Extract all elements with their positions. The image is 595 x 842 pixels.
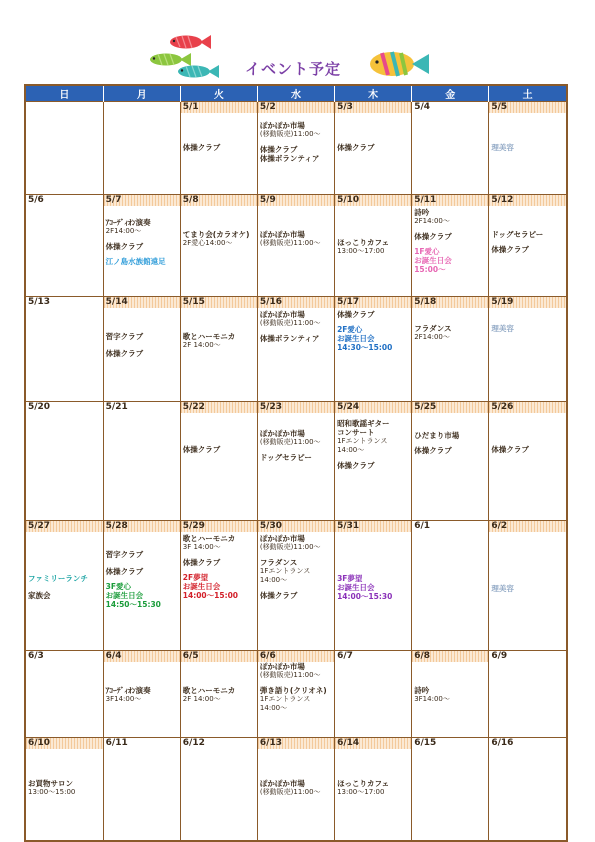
day-cell xyxy=(103,651,180,738)
event-line: 習字クラブ xyxy=(105,332,144,341)
event-line: ぽかぽか市場 xyxy=(259,662,305,671)
day-number: 6/4 xyxy=(104,651,180,662)
event-line: (移動販売)11:00～ xyxy=(259,239,321,247)
event-line: 2F 14:00～ xyxy=(182,341,221,349)
event-line: 13:00～15:00 xyxy=(28,788,76,796)
event-line: 詩吟 xyxy=(414,208,430,217)
day-cell xyxy=(335,102,412,195)
day-cell xyxy=(412,195,489,297)
red-fish-icon xyxy=(168,34,212,50)
event-line: 昭和歌謡ギター xyxy=(337,419,390,428)
event-line: 体操クラブ xyxy=(105,242,144,251)
day-number: 5/29 xyxy=(181,521,257,532)
day-cell xyxy=(257,297,334,402)
day-number: 5/28 xyxy=(104,521,180,532)
event-line: 体操クラブ xyxy=(491,445,529,454)
weekday-5: 金 xyxy=(412,86,489,102)
day-number: 5/16 xyxy=(258,297,334,308)
day-number: 6/2 xyxy=(489,521,566,532)
day-cell xyxy=(26,102,103,195)
day-number: 6/16 xyxy=(491,738,514,748)
event-line: 体操クラブ xyxy=(182,445,221,454)
day-cell xyxy=(103,297,180,402)
day-cell xyxy=(335,195,412,297)
weekday-6: 土 xyxy=(489,86,566,102)
day-number: 6/3 xyxy=(28,651,44,661)
day-number: 5/24 xyxy=(335,402,411,413)
day-number: 5/7 xyxy=(104,195,180,206)
event-line: 理美容 xyxy=(491,324,514,333)
event-line: フラダンス xyxy=(414,324,452,333)
day-cell xyxy=(335,651,412,738)
week-row xyxy=(26,297,566,402)
day-number: 5/17 xyxy=(335,297,411,308)
event-line: 体操クラブ xyxy=(182,143,221,152)
day-cell xyxy=(26,402,103,521)
day-cell xyxy=(489,297,566,402)
day-cell xyxy=(26,297,103,402)
event-line: 体操クラブ xyxy=(414,446,452,455)
event-line: 歌とハーモニカ xyxy=(182,686,236,695)
event-line: 体操クラブ xyxy=(259,145,298,154)
day-cell xyxy=(103,521,180,651)
event-line: ドッグセラピー xyxy=(259,453,312,462)
event-line: 弾き語り(クリオネ) xyxy=(259,686,327,695)
weekday-1: 月 xyxy=(103,86,180,102)
event-line: 体操クラブ xyxy=(337,143,375,152)
weekday-2: 火 xyxy=(180,86,257,102)
event-line: 1Fエントランス xyxy=(259,567,311,575)
day-cell xyxy=(489,651,566,738)
day-number: 6/14 xyxy=(335,738,411,749)
day-cell xyxy=(489,521,566,651)
day-number: 5/3 xyxy=(335,102,411,113)
day-number: 6/8 xyxy=(412,651,488,662)
week-row xyxy=(26,402,566,521)
day-cell xyxy=(335,402,412,521)
weekday-header xyxy=(26,86,566,102)
day-cell xyxy=(257,102,334,195)
event-line: (移動販売)11:00～ xyxy=(259,438,321,446)
day-number: 6/10 xyxy=(26,738,103,749)
event-line: ぽかぽか市場 xyxy=(259,534,305,543)
weekday-0: 日 xyxy=(26,86,103,102)
event-line: フラダンス xyxy=(259,558,298,567)
day-number: 5/31 xyxy=(335,521,411,532)
day-cell xyxy=(257,521,334,651)
event-line: 歌とハーモニカ xyxy=(182,332,236,341)
day-number: 5/4 xyxy=(414,102,431,112)
event-line: 理美容 xyxy=(491,584,514,593)
event-line: 2F夢望 xyxy=(182,573,209,582)
striped-fish-icon xyxy=(368,51,430,77)
week-row xyxy=(26,738,566,841)
event-line: 1Fエントランス xyxy=(337,437,388,445)
event-line: ぽかぽか市場 xyxy=(259,121,305,130)
day-cell xyxy=(26,195,103,297)
day-cell xyxy=(335,738,412,841)
day-number: 5/1 xyxy=(181,102,257,113)
day-number: 6/1 xyxy=(414,521,431,531)
event-line: 3F愛心 xyxy=(105,582,131,591)
day-number: 5/5 xyxy=(489,102,566,113)
day-cell xyxy=(335,297,412,402)
day-number: 6/9 xyxy=(491,651,508,661)
event-line: 体操クラブ xyxy=(337,310,375,319)
event-line: 体操クラブ xyxy=(105,349,144,358)
day-cell xyxy=(26,738,103,841)
day-cell xyxy=(180,651,257,738)
day-cell xyxy=(26,651,103,738)
event-line: 体操クラブ xyxy=(259,591,298,600)
event-line: 体操クラブ xyxy=(105,567,144,576)
weekday-3: 水 xyxy=(257,86,334,102)
day-cell xyxy=(489,102,566,195)
event-line: ほっこりカフェ xyxy=(337,779,390,788)
day-number: 5/21 xyxy=(105,402,128,412)
event-line: 1F愛心 xyxy=(414,247,440,256)
event-line: てまり会(カラオケ) xyxy=(182,230,250,239)
event-line: 13:00～17:00 xyxy=(337,788,385,796)
weekday-4: 木 xyxy=(335,86,412,102)
event-line: お誕生日会 xyxy=(337,583,375,592)
day-number: 5/13 xyxy=(28,297,51,307)
day-number: 6/12 xyxy=(182,738,205,748)
day-cell xyxy=(489,738,566,841)
event-line: ほっこりカフェ xyxy=(337,238,390,247)
event-line: ぽかぽか市場 xyxy=(259,429,305,438)
day-cell xyxy=(180,102,257,195)
event-line: 13:00～17:00 xyxy=(337,247,385,255)
day-number: 6/6 xyxy=(258,651,334,662)
day-number: 5/10 xyxy=(335,195,411,206)
event-line: 14:00～15:30 xyxy=(337,592,393,601)
day-number: 5/22 xyxy=(181,402,257,413)
event-line: 体操クラブ xyxy=(337,461,375,470)
week-row xyxy=(26,195,566,297)
event-line: 江ノ島水族館遠足 xyxy=(105,257,166,266)
event-line: 14:30～15:00 xyxy=(337,343,393,352)
event-line: (移動販売)11:00～ xyxy=(259,671,321,679)
event-line: お誕生日会 xyxy=(182,582,221,591)
day-cell xyxy=(103,195,180,297)
event-line: ひだまり市場 xyxy=(414,431,460,440)
event-calendar xyxy=(24,84,568,842)
day-number: 5/26 xyxy=(489,402,566,413)
day-cell xyxy=(180,297,257,402)
day-cell xyxy=(103,102,180,195)
day-number xyxy=(26,102,103,113)
day-cell xyxy=(257,195,334,297)
event-line: 理美容 xyxy=(491,143,514,152)
day-cell xyxy=(180,738,257,841)
event-line: (移動販売)11:00～ xyxy=(259,788,321,796)
event-line: 体操クラブ xyxy=(414,232,452,241)
day-number: 5/19 xyxy=(489,297,566,308)
event-line: ぽかぽか市場 xyxy=(259,310,305,319)
event-line: お誕生日会 xyxy=(105,591,144,600)
day-number: 6/13 xyxy=(258,738,334,749)
day-cell xyxy=(489,402,566,521)
event-line: 2F14:00～ xyxy=(414,333,450,341)
day-cell xyxy=(412,651,489,738)
day-number: 5/15 xyxy=(181,297,257,308)
week-row xyxy=(26,102,566,195)
day-cell xyxy=(180,521,257,651)
event-line: 習字クラブ xyxy=(105,550,144,559)
day-cell xyxy=(412,402,489,521)
day-cell xyxy=(257,402,334,521)
day-cell xyxy=(257,651,334,738)
event-line: 詩吟 xyxy=(414,686,430,695)
event-line: お誕生日会 xyxy=(414,256,452,265)
event-line: 2F 14:00～ xyxy=(182,695,221,703)
day-cell xyxy=(180,195,257,297)
day-number: 5/25 xyxy=(412,402,488,413)
event-line: 3F14:00～ xyxy=(105,695,142,703)
event-line: 14:50～15:30 xyxy=(105,600,161,609)
event-line: 3F14:00～ xyxy=(414,695,450,703)
event-line: (移動販売)11:00～ xyxy=(259,543,321,551)
event-line: 1Fエントランス xyxy=(259,695,311,703)
event-line: 3F 14:00～ xyxy=(182,543,221,551)
event-line: 歌とハーモニカ xyxy=(182,534,236,543)
day-cell xyxy=(257,738,334,841)
event-line: ファミリーランチ xyxy=(28,574,88,583)
day-number: 5/30 xyxy=(258,521,334,532)
day-number: 6/5 xyxy=(181,651,257,662)
event-line: 2F愛心14:00～ xyxy=(182,239,233,247)
day-number: 5/20 xyxy=(28,402,51,412)
event-line: 14:00～15:00 xyxy=(182,591,239,600)
day-number: 6/7 xyxy=(337,651,353,661)
event-line: 15:00～ xyxy=(414,265,446,274)
day-number: 6/11 xyxy=(105,738,128,748)
event-line: 3F夢望 xyxy=(337,574,363,583)
week-row xyxy=(26,521,566,651)
day-cell xyxy=(412,297,489,402)
event-line: ぽかぽか市場 xyxy=(259,779,305,788)
day-number: 5/18 xyxy=(412,297,488,308)
day-number: 5/6 xyxy=(28,195,44,205)
day-cell xyxy=(412,102,489,195)
day-cell xyxy=(26,521,103,651)
day-cell xyxy=(103,402,180,521)
week-row xyxy=(26,651,566,738)
day-cell xyxy=(412,738,489,841)
day-number: 5/23 xyxy=(258,402,334,413)
event-line: 2F14:00～ xyxy=(414,217,450,225)
event-line: 体操クラブ xyxy=(491,245,529,254)
day-number: 5/11 xyxy=(412,195,488,206)
day-cell xyxy=(412,521,489,651)
day-number: 5/27 xyxy=(26,521,103,532)
day-number: 5/8 xyxy=(181,195,257,206)
day-number: 5/12 xyxy=(489,195,566,206)
event-line: 14:00～ xyxy=(259,704,288,712)
teal-fish-icon xyxy=(176,64,220,79)
day-number: 5/9 xyxy=(258,195,334,206)
event-line: 家族会 xyxy=(28,591,51,600)
event-line: 2F愛心 xyxy=(337,325,363,334)
day-number: 6/15 xyxy=(414,738,437,748)
day-cell xyxy=(103,738,180,841)
day-number xyxy=(104,102,180,113)
page-title: イベント予定 xyxy=(245,60,342,78)
event-line: 体操ボランティア xyxy=(259,154,320,163)
day-cell xyxy=(489,195,566,297)
day-number: 5/14 xyxy=(104,297,180,308)
day-cell xyxy=(180,402,257,521)
event-line: ｱｺｰﾃﾞｨｵﾝ演奏 xyxy=(105,686,151,695)
event-line: 2F14:00～ xyxy=(105,227,142,235)
event-line: ドッグセラピー xyxy=(491,230,544,239)
event-line: コンサート xyxy=(337,428,375,437)
day-number: 5/2 xyxy=(258,102,334,113)
event-line: 体操ボランティア xyxy=(259,334,320,343)
event-line: お誕生日会 xyxy=(337,334,375,343)
event-line: 14:00～ xyxy=(337,446,365,454)
event-line: 体操クラブ xyxy=(182,558,221,567)
event-line: (移動販売)11:00～ xyxy=(259,130,321,138)
event-line: お買物サロン xyxy=(28,779,73,788)
event-line: ｱｺｰﾃﾞｨｵﾝ演奏 xyxy=(105,218,151,227)
event-line: ぽかぽか市場 xyxy=(259,230,305,239)
event-line: (移動販売)11:00～ xyxy=(259,319,321,327)
day-cell xyxy=(335,521,412,651)
event-line: 14:00～ xyxy=(259,576,288,584)
